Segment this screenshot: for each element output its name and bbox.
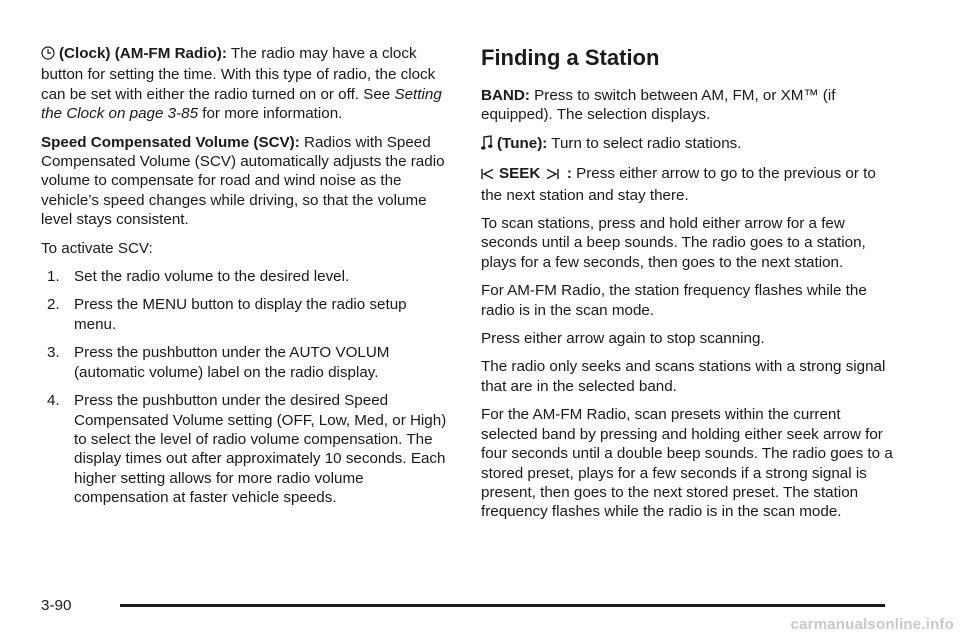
seek-back-icon [481,166,495,185]
band-text: Press to switch between AM, FM, or XM™ (if equipped). The selection displays. [481,87,836,124]
frequency-paragraph: For AM-FM Radio, the station frequency flashes while the radio is in the scan mode. [481,282,867,319]
seek-forward-icon [545,166,559,185]
tune-text: Turn to select radio stations. [547,134,742,152]
list-item [41,391,451,507]
step-number: 1. [47,268,60,286]
band-paragraph [481,86,901,125]
steps-list [41,267,451,507]
step-text: Press the MENU button to display the radio setup menu. [74,296,407,333]
stop-scan-paragraph: Press either arrow again to stop scanning. [481,330,765,348]
tune-paragraph [481,134,901,155]
scv-text: Radios with Speed Compensated Volume (SCV) automatically adjusts the radio volume to compensate for road and wind noise as the vehicle’s speed changes while driving, so that the volume level stays consistent. [41,133,445,229]
tune-icon [481,135,493,155]
list-item [41,295,451,334]
seek-colon: : [562,165,572,183]
band-label: BAND: [481,87,530,104]
scan-paragraph: To scan stations, press and hold either arrow for a few seconds until a beep sounds. The radio goes to a station, plays for a few seconds, then goes to the next station. [481,215,866,271]
left-column [41,44,451,517]
seek-paragraph [481,164,901,205]
step-number: 2. [47,296,60,314]
clock-paragraph [41,44,451,124]
list-item [41,267,451,286]
clock-label: (Clock) (AM-FM Radio): [59,45,227,62]
seek-label: SEEK [499,165,541,183]
seek-text: Press either arrow to go to the previous or to the next station and stay there. [481,165,876,204]
right-column [481,44,901,531]
section-heading: Finding a Station [481,45,660,70]
list-item [41,343,451,382]
clock-text-2: for more information. [198,105,343,123]
tune-label: (Tune): [497,134,548,152]
clock-text-1: The radio may have a clock button for setting the time. With this type of radio, the clock can be set with either the radio turned on or off. See [41,45,436,103]
scv-label: Speed Compensated Volume (SCV): [41,133,300,151]
step-text: Press the pushbutton under the desired Speed Compensated Volume setting (OFF, Low, Med, or High) to select the level of radio volume compensation. The display times out after approximately 10 seconds. Each higher setting allows for more radio volume compensation at faster vehicle speeds. [74,392,447,507]
activate-paragraph: To activate SCV: [41,239,153,257]
scan-presets-paragraph: For the AM-FM Radio, scan presets within the current selected band by pressing and holding either seek arrow for four seconds until a double beep sounds. The radio goes to a stored preset, plays for a few seconds if a strong signal is present, then goes to the next stored preset. The station frequency flashes while the radio is in the scan mode. [481,406,893,521]
page-number: 3-90 [41,597,72,614]
step-number: 4. [47,392,60,410]
step-number: 3. [47,344,60,362]
step-text: Press the pushbutton under the AUTO VOLUM (automatic volume) label on the radio display. [74,344,390,381]
strong-signal-paragraph: The radio only seeks and scans stations with a strong signal that are in the selected band. [481,358,886,395]
watermark: carmanualsonline.info [790,616,954,633]
scv-paragraph [41,133,451,230]
step-text: Set the radio volume to the desired level. [74,268,350,286]
clock-link[interactable]: Setting the Clock on page 3-85 [41,85,442,123]
footer-rule [120,604,885,607]
clock-icon [41,46,55,65]
